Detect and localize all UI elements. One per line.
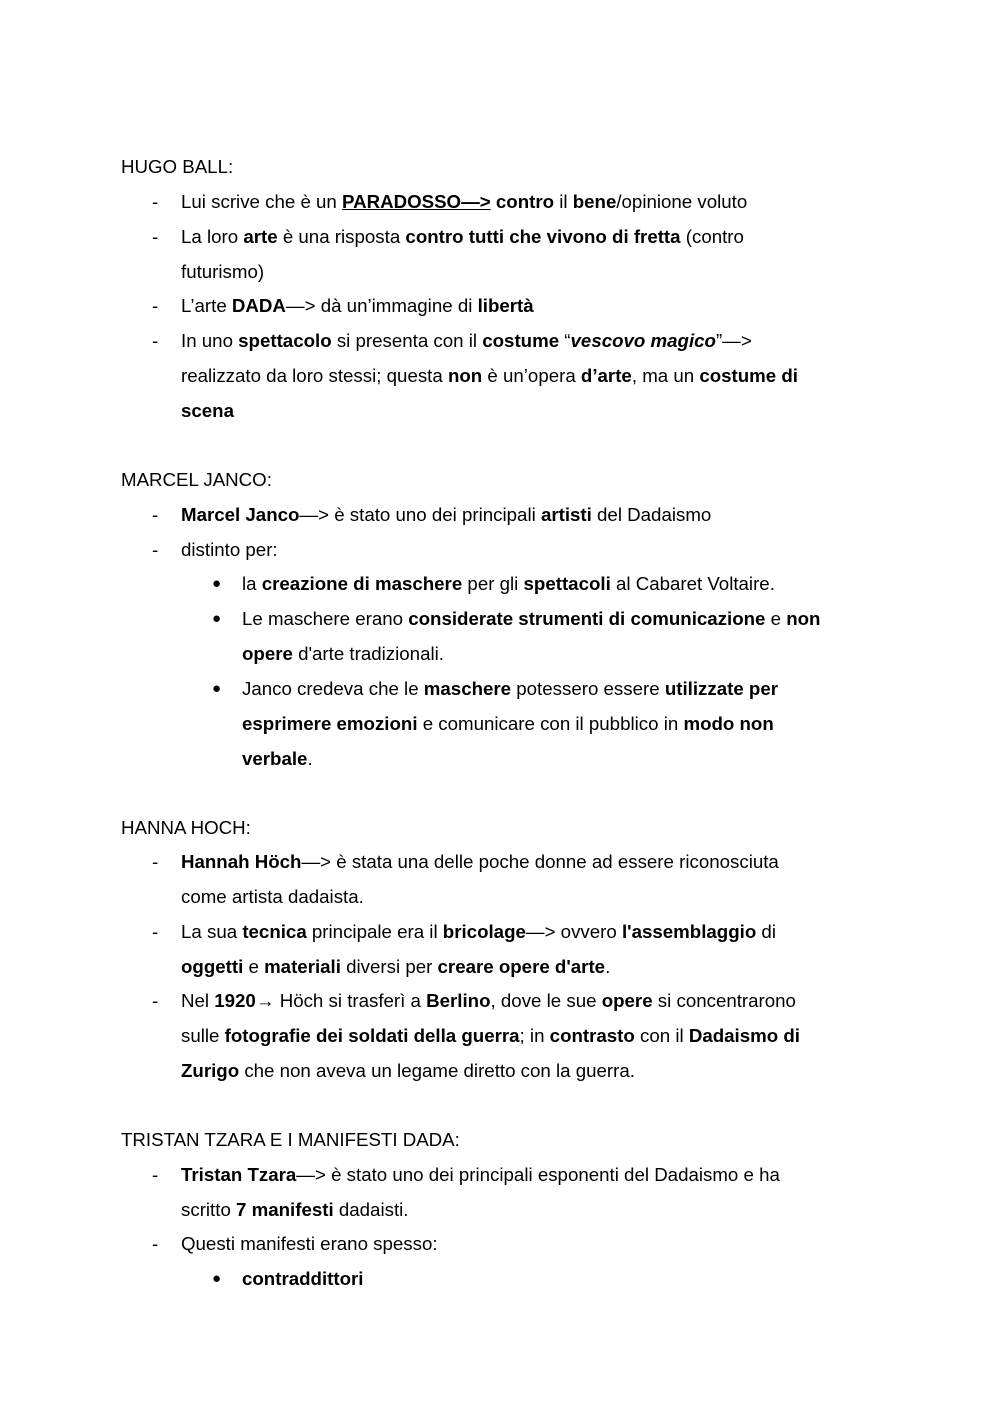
item-line: Questi manifesti erano spesso: bbox=[181, 1233, 438, 1254]
dash-marker: - bbox=[152, 191, 159, 212]
list-item bbox=[181, 184, 881, 219]
bullet-marker: ● bbox=[212, 575, 222, 592]
item-line: Nel 1920→ Höch si trasferì a Berlino, dove le sue opere si concentrarono bbox=[181, 990, 796, 1011]
item-line: la creazione di maschere per gli spettacoli al Cabaret Voltaire. bbox=[242, 573, 775, 594]
list-item bbox=[181, 1226, 881, 1261]
item-line: distinto per: bbox=[181, 539, 278, 560]
list-item bbox=[181, 844, 881, 914]
item-line: verbale. bbox=[242, 748, 313, 769]
item-line: Tristan Tzara—> è stato uno dei principali esponenti del Dadaismo e ha bbox=[181, 1164, 780, 1185]
item-line: Janco credeva che le maschere potessero essere utilizzate per bbox=[242, 678, 778, 699]
item-line: opere d'arte tradizionali. bbox=[242, 643, 444, 664]
item-line: La sua tecnica principale era il bricolage—> ovvero l'assemblaggio di bbox=[181, 921, 776, 942]
item-line: L’arte DADA—> dà un’immagine di libertà bbox=[181, 295, 534, 316]
section-heading-hugo-ball: HUGO BALL: bbox=[121, 156, 234, 177]
item-line: Zurigo che non aveva un legame diretto con la guerra. bbox=[181, 1060, 635, 1081]
list-item bbox=[181, 1157, 881, 1227]
sub-list-item bbox=[242, 601, 882, 671]
dash-marker: - bbox=[152, 990, 159, 1011]
sub-list-item bbox=[242, 671, 882, 776]
item-line: realizzato da loro stessi; questa non è un’opera d’arte, ma un costume di bbox=[181, 365, 798, 386]
bullet-marker: ● bbox=[212, 680, 222, 697]
item-line: scritto 7 manifesti dadaisti. bbox=[181, 1199, 409, 1220]
bullet-marker: ● bbox=[212, 610, 222, 627]
item-line: In uno spettacolo si presenta con il costume “vescovo magico”—> bbox=[181, 330, 752, 351]
dash-marker: - bbox=[152, 851, 159, 872]
item-line: Lui scrive che è un PARADOSSO—> contro il bene/opinione voluto bbox=[181, 191, 748, 212]
section-heading-marcel-janco: MARCEL JANCO: bbox=[121, 469, 272, 490]
section-heading-tristan-tzara: TRISTAN TZARA E I MANIFESTI DADA: bbox=[121, 1129, 460, 1150]
item-line: esprimere emozioni e comunicare con il pubblico in modo non bbox=[242, 713, 774, 734]
dash-marker: - bbox=[152, 226, 159, 247]
list-item bbox=[181, 323, 881, 428]
dash-marker: - bbox=[152, 504, 159, 525]
list-item bbox=[181, 288, 881, 323]
list-item bbox=[181, 219, 881, 289]
item-line: La loro arte è una risposta contro tutti che vivono di fretta (contro bbox=[181, 226, 744, 247]
item-line: come artista dadaista. bbox=[181, 886, 364, 907]
dash-marker: - bbox=[152, 330, 159, 351]
item-line: futurismo) bbox=[181, 261, 265, 282]
list-item bbox=[181, 983, 881, 1088]
sub-list-item bbox=[242, 566, 882, 601]
item-line: Marcel Janco—> è stato uno dei principali artisti del Dadaismo bbox=[181, 504, 712, 525]
dash-marker: - bbox=[152, 1164, 159, 1185]
dash-marker: - bbox=[152, 921, 159, 942]
item-line: scena bbox=[181, 400, 234, 421]
item-line: sulle fotografie dei soldati della guerra; in contrasto con il Dadaismo di bbox=[181, 1025, 800, 1046]
list-item bbox=[181, 497, 881, 532]
item-line: Hannah Höch—> è stata una delle poche donne ad essere riconosciuta bbox=[181, 851, 779, 872]
dash-marker: - bbox=[152, 539, 159, 560]
list-item bbox=[181, 914, 881, 984]
dash-marker: - bbox=[152, 1233, 159, 1254]
sub-list-item bbox=[242, 1261, 882, 1296]
bullet-marker: ● bbox=[212, 1270, 222, 1287]
item-line: Le maschere erano considerate strumenti di comunicazione e non bbox=[242, 608, 821, 629]
dash-marker: - bbox=[152, 295, 159, 316]
list-item bbox=[181, 532, 881, 567]
section-heading-hanna-hoch: HANNA HOCH: bbox=[121, 817, 251, 838]
item-line: oggetti e materiali diversi per creare opere d'arte. bbox=[181, 956, 611, 977]
item-line: contraddittori bbox=[242, 1268, 364, 1289]
